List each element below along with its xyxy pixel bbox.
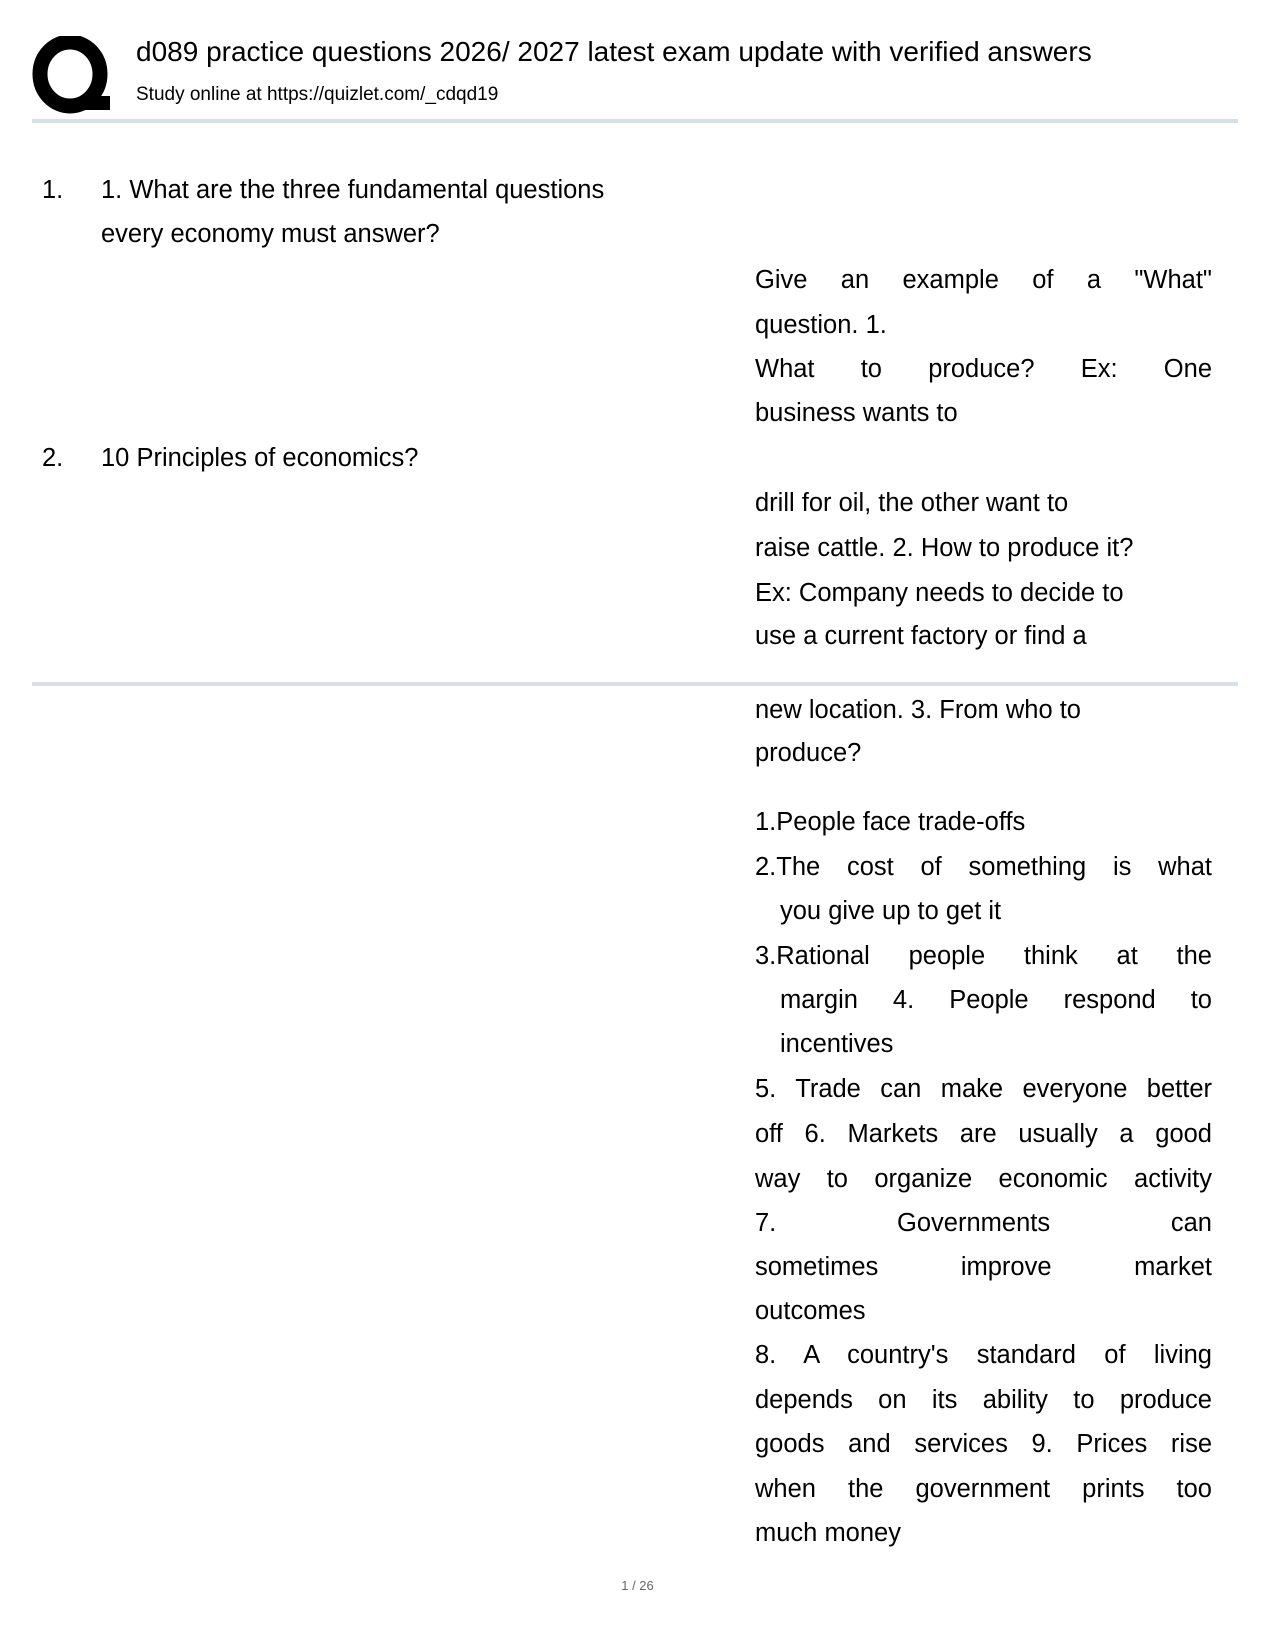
- study-online-link[interactable]: Study online at https://quizlet.com/_cdqd19: [136, 84, 499, 105]
- question-number: 1.: [42, 176, 64, 204]
- question-text: every economy must answer?: [101, 220, 440, 248]
- answer-line: 7. Governments can: [755, 1209, 1212, 1237]
- answer-line: 8. A country's standard of living: [755, 1341, 1212, 1369]
- answer-line: depends on its ability to produce: [755, 1386, 1212, 1414]
- answer-line: goods and services 9. Prices rise: [755, 1430, 1212, 1458]
- answer-line: sometimes improve market: [755, 1253, 1212, 1281]
- answer-line: 1.People face trade-offs: [755, 808, 1026, 836]
- question-number: 2.: [42, 444, 64, 472]
- answer-line: you give up to get it: [780, 897, 1002, 925]
- answer-line: business wants to: [755, 399, 958, 427]
- answer-line: much money: [755, 1519, 901, 1547]
- answer-line: question. 1.: [755, 311, 887, 339]
- answer-line: margin 4. People respond to: [780, 986, 1212, 1014]
- answer-line: way to organize economic activity: [755, 1165, 1212, 1193]
- answer-line: raise cattle. 2. How to produce it?: [755, 534, 1134, 562]
- header-divider: [32, 119, 1238, 123]
- answer-line: use a current factory or find a: [755, 622, 1087, 650]
- answer-line: off 6. Markets are usually a good: [755, 1120, 1212, 1148]
- answer-line: 2.The cost of something is what: [755, 853, 1212, 881]
- answer-line: 3.Rational people think at the: [755, 942, 1212, 970]
- answer-line: 5. Trade can make everyone better: [755, 1075, 1212, 1103]
- answer-line: Ex: Company needs to decide to: [755, 579, 1124, 607]
- question-text: 1. What are the three fundamental questions: [101, 176, 605, 204]
- answer-line: What to produce? Ex: One: [755, 355, 1212, 383]
- answer-line: new location. 3. From who to: [755, 696, 1081, 724]
- question-text: 10 Principles of economics?: [101, 444, 419, 472]
- page-number: 1 / 26: [621, 1578, 654, 1593]
- answer-line: drill for oil, the other want to: [755, 489, 1069, 517]
- answer-line: when the government prints too: [755, 1475, 1212, 1503]
- answer-line: outcomes: [755, 1297, 866, 1325]
- quizlet-logo-icon: [32, 36, 112, 116]
- card-divider: [32, 682, 1238, 686]
- answer-line: Give an example of a "What": [755, 266, 1212, 294]
- document-title: d089 practice questions 2026/ 2027 latest exam update with verified answers: [136, 36, 1092, 67]
- answer-line: produce?: [755, 739, 862, 767]
- answer-line: incentives: [780, 1030, 894, 1058]
